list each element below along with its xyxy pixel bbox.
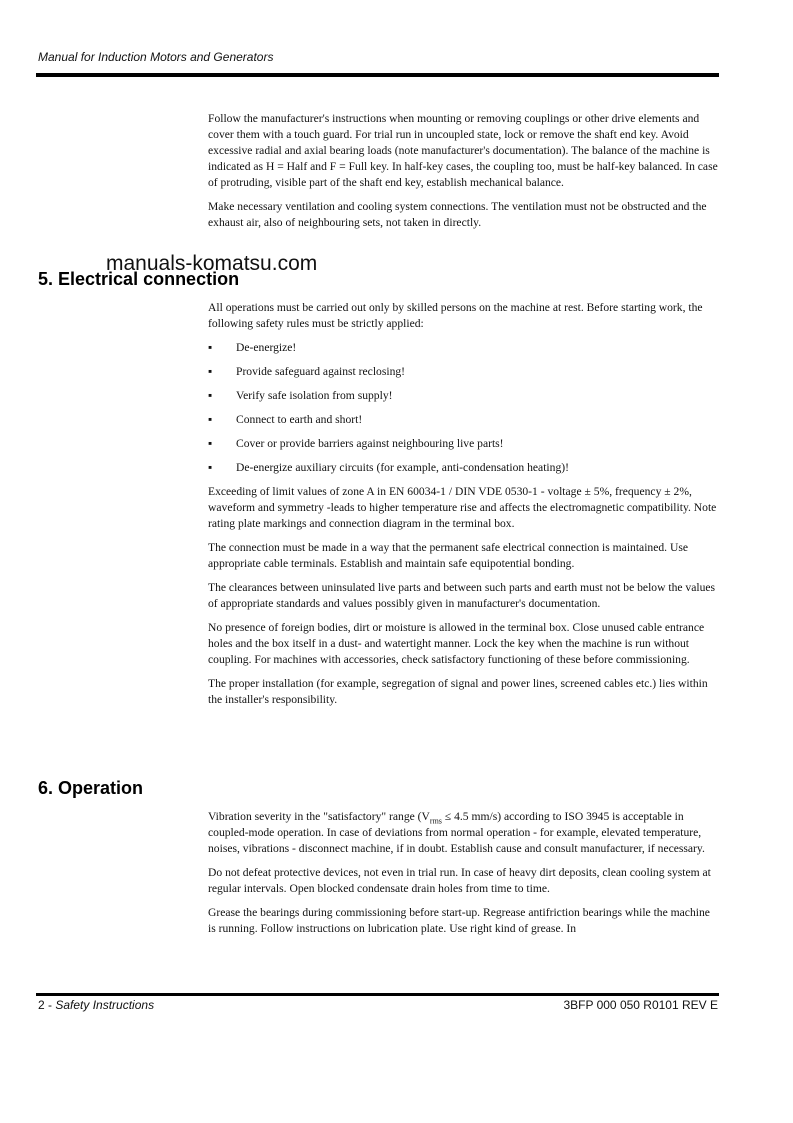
list-item-text: Verify safe isolation from supply! bbox=[236, 389, 393, 402]
safety-rules-list bbox=[208, 340, 718, 476]
page-number: 2 - bbox=[38, 998, 53, 1012]
intro-block bbox=[208, 111, 718, 239]
header-rule bbox=[36, 73, 719, 77]
list-item bbox=[208, 388, 718, 404]
paragraph-clearances: The clearances between uninsulated live parts and between such parts and earth must not be below the values of appropriate standards and values possibly given in manufacturer's documentation. bbox=[208, 581, 716, 610]
list-item-text: Provide safeguard against reclosing! bbox=[236, 365, 406, 378]
section-heading-electrical-connection: 5. Electrical connection bbox=[38, 269, 240, 289]
watermark-text: manuals-komatsu.com bbox=[106, 252, 318, 275]
bullet-icon: ▪ bbox=[208, 365, 213, 378]
paragraph-grease: Grease the bearings during commissioning before start-up. Regrease antifriction bearings while the machine is running. Follow instructions on lubrication plate. Use right kind of grease. In bbox=[208, 906, 710, 935]
paragraph-ventilation: Make necessary ventilation and cooling system connections. The ventilation must not be obstructed and the exhaust air, also of neighbouring sets, not taken in directly. bbox=[208, 200, 707, 229]
footer-page-info bbox=[38, 998, 154, 1012]
list-item bbox=[208, 412, 718, 428]
list-item bbox=[208, 460, 718, 476]
document-id: 3BFP 000 050 R0101 REV E bbox=[563, 998, 718, 1012]
list-item-text: De-energize auxiliary circuits (for example, anti-condensation heating)! bbox=[236, 461, 569, 474]
list-item bbox=[208, 436, 718, 452]
list-item-text: Cover or provide barriers against neighbouring live parts! bbox=[236, 437, 504, 450]
footer-section-title: Safety Instructions bbox=[55, 998, 155, 1012]
bullet-icon: ▪ bbox=[208, 413, 213, 426]
section-heading-operation: 6. Operation bbox=[38, 778, 144, 798]
bullet-icon: ▪ bbox=[208, 461, 213, 474]
paragraph-connection: The connection must be made in a way that the permanent safe electrical connection is maintained. Use appropriate cable terminals. Establish and maintain safe equipotential bonding. bbox=[208, 541, 688, 570]
list-item bbox=[208, 364, 718, 380]
paragraph-vibration: Vibration severity in the "satisfactory" range ($V_{rms} \le 4.5$ mm/s) according to ISO 3945 is acceptable in coupled-mode operation. In case of deviations from normal operation - for example, elevated temperature, noises, vibrations - disconnect machine, if in doubt. Establish cause and consult manufacturer, if necessary. bbox=[208, 810, 705, 855]
paragraph-protective-devices: Do not defeat protective devices, not even in trial run. In case of heavy dirt deposits, clean cooling system at regular intervals. Open blocked condensate drain holes from time to time. bbox=[208, 866, 711, 895]
paragraph-limit-values: Exceeding of limit values of zone A in EN 60034-1 / DIN VDE 0530-1 - voltage ± 5%, frequency ± 2%, waveform and symmetry -leads to higher temperature rise and affects the electromagnetic compatibility. Note rating plate markings and connection diagram in the terminal box. bbox=[208, 485, 717, 530]
bullet-icon: ▪ bbox=[208, 341, 213, 354]
running-header-title: Manual for Induction Motors and Generators bbox=[38, 50, 274, 64]
list-item bbox=[208, 340, 718, 356]
list-item-text: De-energize! bbox=[236, 341, 297, 354]
bullet-icon: ▪ bbox=[208, 389, 213, 402]
list-item-text: Connect to earth and short! bbox=[236, 413, 363, 426]
paragraph-skilled-persons: All operations must be carried out only by skilled persons on the machine at rest. Before starting work, the following safety rules must be strictly applied: bbox=[208, 301, 703, 330]
operation-body bbox=[208, 809, 718, 945]
paragraph-couplings: Follow the manufacturer's instructions when mounting or removing couplings or other drive elements and cover them with a touch guard. For trial run in uncoupled state, lock or remove the shaft end key. Avoid excessive radial and axial bearing loads (note manufacturer's documentation). The balance of the machine is indicated as H = Half and F = Full key. In half-key cases, the coupling too, must be half-key balanced. In case of protruding, visible part of the shaft end key, establish mechanical balance. bbox=[208, 112, 718, 189]
footer-rule bbox=[36, 993, 719, 996]
paragraph-terminal-box: No presence of foreign bodies, dirt or moisture is allowed in the terminal box. Close unused cable entrance holes and the box itself in a dust- and watertight manner. Lock the key when the machine is run without coupling. For machines with accessories, check satisfactory functioning of these before commissioning. bbox=[208, 621, 705, 666]
electrical-connection-body bbox=[208, 300, 718, 716]
bullet-icon: ▪ bbox=[208, 437, 213, 450]
paragraph-installation: The proper installation (for example, segregation of signal and power lines, screened cables etc.) lies within the installer's responsibility. bbox=[208, 677, 708, 706]
